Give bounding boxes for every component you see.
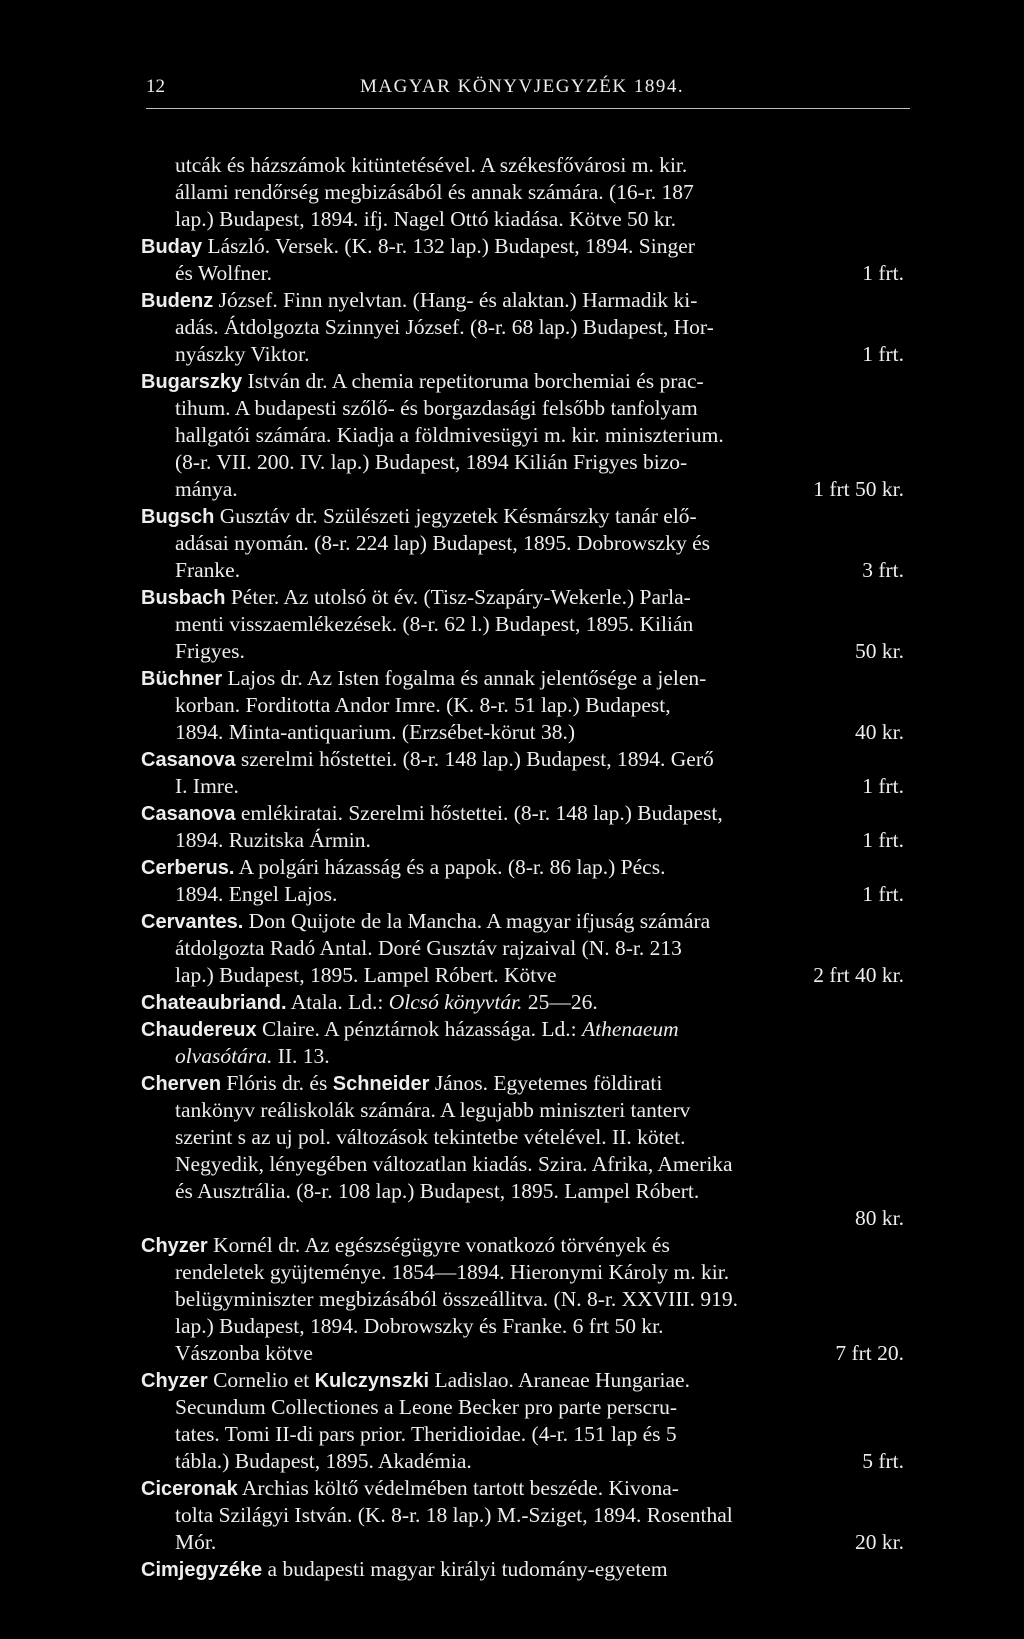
text-line: (8-r. VII. 200. IV. lap.) Budapest, 1894 Kilián Frigyes bizo- — [175, 450, 688, 474]
text-line: 1894. Engel Lajos. — [175, 882, 338, 906]
entry-coauthor: Kulczynszki — [314, 1370, 430, 1392]
catalog-entry — [141, 798, 723, 828]
price: 3 frt. — [862, 558, 904, 582]
text-line: hallgatói számára. Kiadja a földmivesügyi m. kir. miniszterium. — [175, 423, 724, 447]
entry-text: József. Finn nyelvtan. (Hang- és alaktan.) Harmadik ki- — [213, 288, 698, 312]
catalog-entry — [141, 906, 710, 936]
price: 5 frt. — [862, 1449, 904, 1473]
header-rule — [146, 108, 910, 109]
entry-author: Buday — [141, 236, 203, 258]
entry-text: II. 13. — [272, 1044, 330, 1068]
entry-text: Flóris dr. és — [221, 1071, 333, 1095]
text-line: tábla.) Budapest, 1895. Akadémia. — [175, 1449, 472, 1473]
catalog-entry — [141, 1230, 670, 1260]
entry-text: A polgári házasság és a papok. (8-r. 86 lap.) Pécs. — [234, 855, 666, 879]
entry-text: Kornél dr. Az egészségügyre vonatkozó törvények és — [207, 1233, 670, 1257]
entry-author: Chyzer — [141, 1235, 208, 1257]
entry-text: László. Versek. (K. 8-r. 132 lap.) Budapest, 1894. Singer — [202, 234, 695, 258]
catalog-entry — [141, 663, 706, 693]
price: 1 frt. — [862, 342, 904, 366]
entry-author: Chateaubriand. — [141, 992, 287, 1014]
entry-author: Cherven — [141, 1073, 222, 1095]
entry-author: Ciceronak — [141, 1478, 238, 1500]
entry-author: Bugarszky — [141, 371, 243, 393]
entry-author: Casanova — [141, 803, 236, 825]
text-line — [175, 1041, 330, 1071]
price: 1 frt. — [862, 261, 904, 285]
text-line: utcák és házszámok kitüntetésével. A székesfővárosi m. kir. — [175, 153, 688, 177]
catalog-entry — [141, 285, 697, 315]
catalog-entry — [141, 987, 598, 1017]
entry-text: Gusztáv dr. Szülészeti jegyzetek Késmárszky tanár elő- — [214, 504, 697, 528]
text-line: tihum. A budapesti szőlő- és borgazdasági felsőbb tanfolyam — [175, 396, 698, 420]
text-line: korban. Forditotta Andor Imre. (K. 8-r. 51 lap.) Budapest, — [175, 693, 671, 717]
text-line: lap.) Budapest, 1895. Lampel Róbert. Kötve — [175, 963, 557, 987]
text-line: és Ausztrália. (8-r. 108 lap.) Budapest, 1895. Lampel Róbert. — [175, 1179, 700, 1203]
entry-text: emlékiratai. Szerelmi hőstettei. (8-r. 148 lap.) Budapest, — [235, 801, 723, 825]
text-line: tates. Tomi II-di pars prior. Theridioidae. (4-r. 151 lap és 5 — [175, 1422, 677, 1446]
entry-author: Budenz — [141, 290, 214, 312]
entry-coauthor: Schneider — [332, 1073, 430, 1095]
text-line: menti visszaemlékezések. (8-r. 62 l.) Budapest, 1895. Kilián — [175, 612, 694, 636]
entry-author: Chyzer — [141, 1370, 208, 1392]
text-line: szerint s az uj pol. változások tekintetbe vételével. II. kötet. — [175, 1125, 686, 1149]
text-line: mánya. — [175, 477, 238, 501]
price: 40 kr. — [855, 720, 904, 744]
catalog-entry — [141, 1365, 690, 1395]
catalog-entry — [141, 582, 691, 612]
text-line: 1894. Ruzitska Ármin. — [175, 828, 371, 852]
series-title: olvasótára. — [175, 1044, 273, 1068]
price: 1 frt. — [862, 828, 904, 852]
text-line: nyászky Viktor. — [175, 342, 310, 366]
price: 1 frt 50 kr. — [813, 477, 904, 501]
entry-text: Archias költő védelmében tartott beszéde. Kivona- — [237, 1476, 679, 1500]
entry-author: Busbach — [141, 587, 226, 609]
page-header — [146, 68, 910, 102]
text-line: I. Imre. — [175, 774, 239, 798]
entry-text: Lajos dr. Az Isten fogalma és annak jelentősége a jelen- — [222, 666, 707, 690]
series-title: Athenaeum — [581, 1017, 679, 1041]
catalog-entry — [141, 501, 697, 531]
catalog-entry — [141, 852, 665, 882]
text-line: belügyminiszter megbizásából összeállitva. (N. 8-r. XXVIII. 919. — [175, 1287, 739, 1311]
price: 50 kr. — [855, 639, 904, 663]
text-line: Mór. — [175, 1530, 217, 1554]
text-line: állami rendőrség megbizásából és annak számára. (16-r. 187 — [175, 180, 694, 204]
catalog-entry — [141, 231, 695, 261]
entry-text: István dr. A chemia repetitoruma borchemiai és prac- — [242, 369, 704, 393]
entry-text: Cornelio et — [207, 1368, 315, 1392]
series-title: Olcsó könyvtár. — [388, 990, 523, 1014]
catalog-entry — [141, 1473, 679, 1503]
text-line: és Wolfner. — [175, 261, 272, 285]
entry-text: János. Egyetemes földirati — [429, 1071, 663, 1095]
price: 1 frt. — [862, 882, 904, 906]
entry-author: Chaudereux — [141, 1019, 257, 1041]
text-line: 1894. Minta-antiquarium. (Erzsébet-körut 38.) — [175, 720, 576, 744]
entry-author: Cervantes. — [141, 911, 244, 933]
entry-text: Ladislao. Araneae Hungariae. — [429, 1368, 690, 1392]
text-line: Frigyes. — [175, 639, 245, 663]
catalog-entry — [141, 744, 714, 774]
entry-text: Péter. Az utolsó öt év. (Tisz-Szapáry-Wekerle.) Parla- — [225, 585, 691, 609]
page-number: 12 — [146, 76, 165, 97]
text-line: lap.) Budapest, 1894. ifj. Nagel Ottó kiadása. Kötve 50 kr. — [175, 207, 676, 231]
text-line: átdolgozta Radó Antal. Doré Gusztáv rajzaival (N. 8-r. 213 — [175, 936, 682, 960]
text-line: adás. Átdolgozta Szinnyei József. (8-r. 68 lap.) Budapest, Hor- — [175, 315, 714, 339]
entry-text: Don Quijote de la Mancha. A magyar ifjuság számára — [243, 909, 711, 933]
entry-text: Claire. A pénztárnok házassága. Ld.: — [256, 1017, 582, 1041]
text-line: lap.) Budapest, 1894. Dobrowszky és Franke. 6 frt 50 kr. — [175, 1314, 664, 1338]
text-line: Secundum Collectiones a Leone Becker pro parte perscru- — [175, 1395, 678, 1419]
price: 7 frt 20. — [835, 1341, 904, 1365]
text-line: tankönyv reáliskolák számára. A legujabb miniszteri tanterv — [175, 1098, 691, 1122]
text-line: tolta Szilágyi István. (K. 8-r. 18 lap.) M.-Sziget, 1894. Rosenthal — [175, 1503, 733, 1527]
entry-text: 25—26. — [522, 990, 598, 1014]
price: 2 frt 40 kr. — [813, 963, 904, 987]
text-line: Franke. — [175, 558, 241, 582]
running-title: MAGYAR KÖNYVJEGYZÉK 1894. — [360, 76, 685, 97]
price: 1 frt. — [862, 774, 904, 798]
entry-text: szerelmi hőstettei. (8-r. 148 lap.) Budapest, 1894. Gerő — [235, 747, 714, 771]
catalog-entry — [141, 1014, 679, 1044]
entry-text: Atala. Ld.: — [286, 990, 389, 1014]
entry-author: Casanova — [141, 749, 236, 771]
catalog-entry — [141, 1554, 668, 1584]
entry-author: Bugsch — [141, 506, 215, 528]
price: 20 kr. — [855, 1530, 904, 1554]
price: 80 kr. — [855, 1206, 904, 1230]
catalog-entry — [141, 1068, 662, 1098]
text-line: Negyedik, lényegében változatlan kiadás. Szira. Afrika, Amerika — [175, 1152, 733, 1176]
entry-text: a budapesti magyar királyi tudomány-egyetem — [262, 1557, 668, 1581]
text-line: Vászonba kötve — [175, 1341, 313, 1365]
entry-author: Büchner — [141, 668, 223, 690]
entry-author: Cimjegyzéke — [141, 1559, 263, 1581]
entry-author: Cerberus. — [141, 857, 235, 879]
text-line: rendeletek gyüjteménye. 1854—1894. Hieronymi Károly m. kir. — [175, 1260, 730, 1284]
text-line: adásai nyomán. (8-r. 224 lap) Budapest, 1895. Dobrowszky és — [175, 531, 711, 555]
catalog-entry — [141, 366, 704, 396]
